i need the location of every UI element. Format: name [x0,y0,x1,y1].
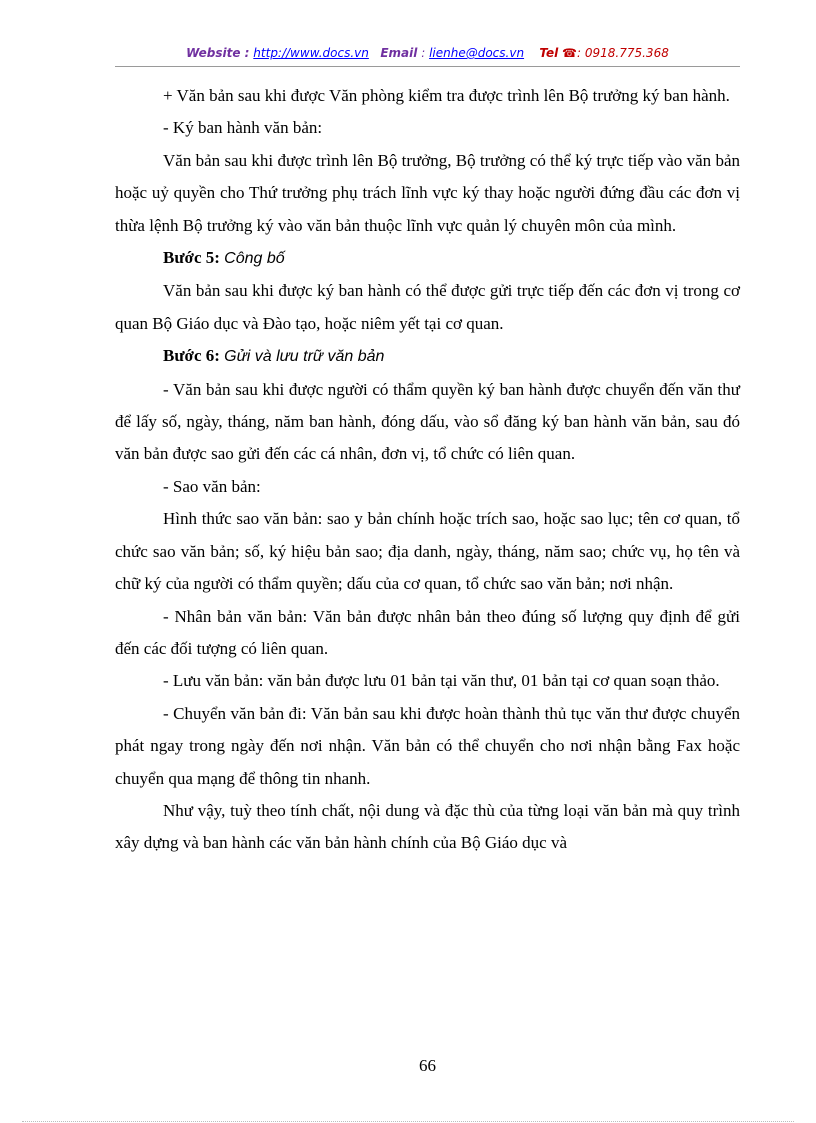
email-link[interactable]: lienhe@docs.vn [429,46,525,60]
header-divider [115,66,740,67]
email-label: Email [380,46,418,60]
paragraph: - Lưu văn bản: văn bản được lưu 01 bản tại văn thư, 01 bản tại cơ quan soạn thảo. [163,671,720,691]
paragraph: Văn bản sau khi được trình lên Bộ trưởng, Bộ trưởng có thể ký trực tiếp vào văn bản hoặc uỷ quyền cho Thứ trưởng phụ trách lĩnh vực ký thay hoặc người đứng đầu các đơn vị thừa lệnh Bộ trưởng ký vào văn bản thuộc lĩnh vực quản lý chuyên môn của mình. [115,150,740,235]
step-5-label: Bước 5: [163,248,220,268]
phone-icon: ☎ [562,46,577,60]
paragraph: - Ký ban hành văn bản: [163,118,323,138]
step-5-heading [115,242,740,275]
email-separator: : [421,46,426,60]
paragraph: + Văn bản sau khi được Văn phòng kiểm tra được trình lên Bộ trưởng ký ban hành. [163,86,730,105]
page-number: 66 [419,1056,436,1075]
step-6-title: Gửi và lưu trữ văn bản [224,348,385,366]
website-link[interactable]: http://www.docs.vn [253,46,369,60]
paragraph: - Văn bản sau khi được người có thẩm quyền ký ban hành được chuyển đến văn thư để lấy số, ngày, tháng, năm ban hành, đóng dấu, vào sổ đăng ký ban hành văn bản, sau đó văn bản được sao gửi đến các cá nhân, đơn vị, tổ chức có liên quan. [115,379,740,464]
paragraph: - Nhân bản văn bản: Văn bản được nhân bản theo đúng số lượng quy định để gửi đến các đối tượng có liên quan. [115,606,740,658]
document-body [115,80,740,860]
page-bottom-border [22,1121,794,1122]
step-6-label: Bước 6: [163,346,220,366]
paragraph: - Sao văn bản: [163,476,261,496]
paragraph: Văn bản sau khi được ký ban hành có thể được gửi trực tiếp đến các đơn vị trong cơ quan Bộ Giáo dục và Đào tạo, hoặc niêm yết tại cơ quan. [115,281,740,333]
tel-value: : 0918.775.368 [577,46,669,60]
paragraph: - Chuyển văn bản đi: Văn bản sau khi được hoàn thành thủ tục văn thư được chuyển phát ngay trong ngày đến nơi nhận. Văn bản có thể chuyển cho nơi nhận bằng Fax hoặc chuyển qua mạng để thông tin nhanh. [115,703,740,788]
paragraph: Như vậy, tuỳ theo tính chất, nội dung và đặc thù của từng loại văn bản mà quy trình xây dựng và ban hành các văn bản hành chính của Bộ Giáo dục và [115,800,740,853]
step-5-title: Công bố [224,250,285,268]
tel-label: Tel [539,46,559,60]
paragraph: Hình thức sao văn bản: sao y bản chính hoặc trích sao, hoặc sao lục; tên cơ quan, tổ chức sao văn bản; số, ký hiệu bản sao; địa danh, ngày, tháng, năm sao; chức vụ, họ tên và chữ ký của người có thẩm quyền; dấu của cơ quan, tổ chức sao văn bản; nơi nhận. [115,509,740,594]
page-header [115,46,740,68]
website-label: Website : [186,46,250,60]
step-6-heading [115,340,740,373]
